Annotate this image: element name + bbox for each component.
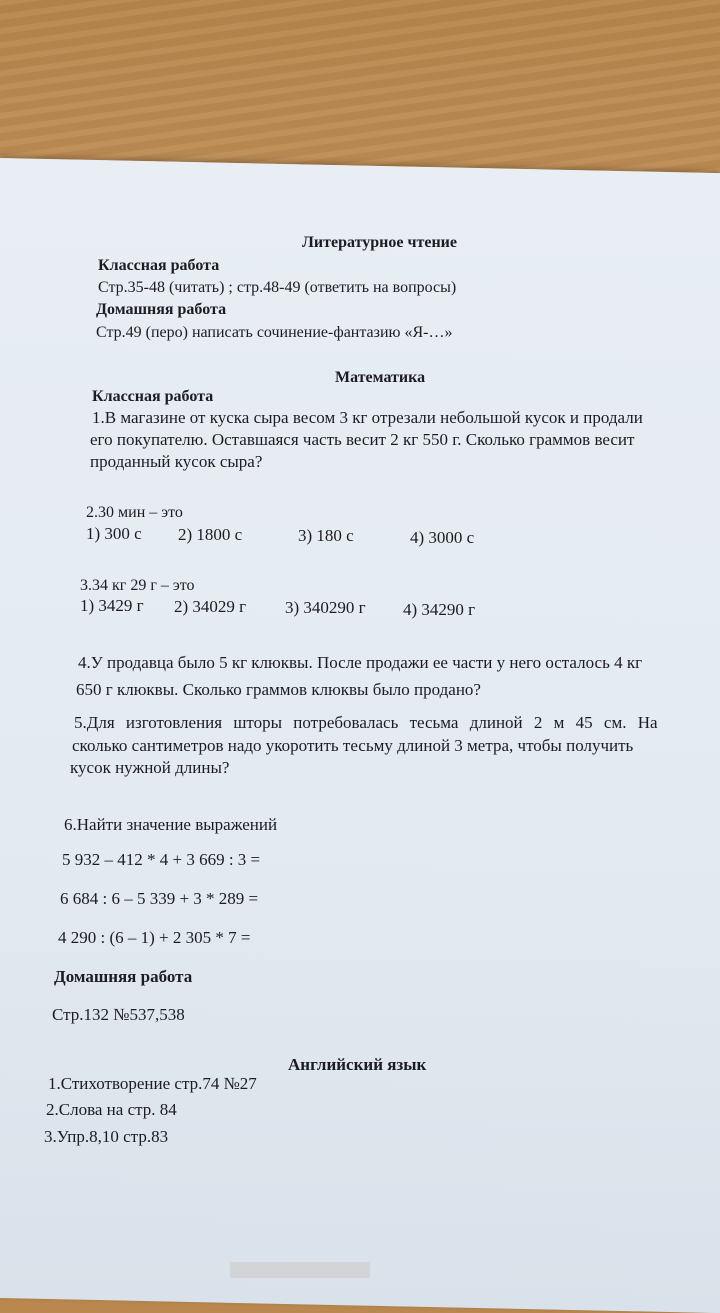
math-class-heading: Классная работа <box>92 388 214 405</box>
literature-class-text: Стр.35-48 (читать) ; стр.48-49 (ответить на вопросы) <box>98 279 457 296</box>
task2-option: 4) 3000 с <box>410 528 475 547</box>
task1-line: проданный кусок сыра? <box>90 452 263 471</box>
task5-line: сколько сантиметров надо укоротить тесьму длиной 3 метра, чтобы получить <box>72 736 634 755</box>
english-item: 2.Слова на стр. 84 <box>46 1100 177 1119</box>
task3-option: 3) 340290 г <box>285 598 366 617</box>
task4-line: 650 г клюквы. Сколько граммов клюквы было продано? <box>76 680 481 699</box>
literature-home-heading: Домашняя работа <box>96 301 227 318</box>
literature-home-text: Стр.49 (перо) написать сочинение-фантазию «Я-…» <box>96 324 453 341</box>
math-home-text: Стр.132 №537,538 <box>52 1005 185 1024</box>
expression: 5 932 – 412 * 4 + 3 669 : 3 = <box>62 850 261 869</box>
task2-option: 2) 1800 с <box>178 525 243 544</box>
english-item: 3.Упр.8,10 стр.83 <box>44 1127 169 1146</box>
expression: 4 290 : (6 – 1) + 2 305 * 7 = <box>58 928 251 947</box>
task5-line: кусок нужной длины? <box>70 758 230 777</box>
english-title: Английский язык <box>288 1055 427 1074</box>
task3-option: 2) 34029 г <box>174 597 247 616</box>
task3-option: 4) 34290 г <box>403 600 476 619</box>
expression: 6 684 : 6 – 5 339 + 3 * 289 = <box>60 889 259 908</box>
literature-class-heading: Классная работа <box>98 257 220 274</box>
task6-question: 6.Найти значение выражений <box>64 815 278 834</box>
task4-line: 4.У продавца было 5 кг клюквы. После продажи ее части у него осталось 4 кг <box>78 653 643 672</box>
task2-option: 1) 300 с <box>86 524 142 543</box>
task2-option: 3) 180 с <box>298 526 354 545</box>
english-item: 1.Стихотворение стр.74 №27 <box>48 1074 257 1093</box>
task1-line: его покупателю. Оставшаяся часть весит 2 кг 550 г. Сколько граммов весит <box>90 430 635 449</box>
task3-option: 1) 3429 г <box>80 596 144 615</box>
task5-line: 5.Для изготовления шторы потребовалась тесьма длиной 2 м 45 см. На <box>74 713 658 732</box>
math-home-heading: Домашняя работа <box>54 967 193 986</box>
task1-line: 1.В магазине от куска сыра весом 3 кг отрезали небольшой кусок и продали <box>92 408 643 427</box>
task2-question: 2.30 мин – это <box>86 504 183 521</box>
task3-question: 3.34 кг 29 г – это <box>80 577 195 594</box>
literature-title: Литературное чтение <box>302 234 457 251</box>
math-title: Математика <box>335 369 426 386</box>
